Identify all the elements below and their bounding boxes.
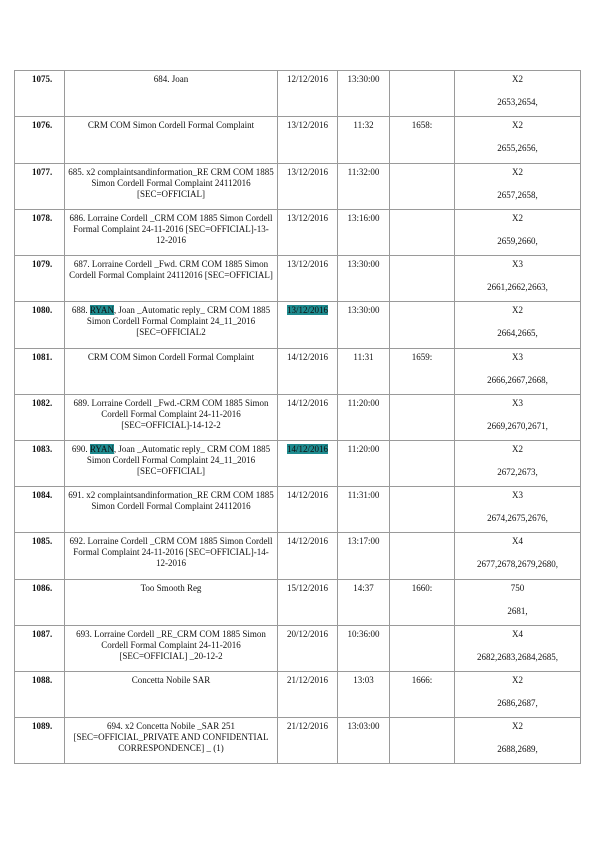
entry-description — [65, 487, 278, 533]
entry-reference — [455, 349, 581, 395]
entry-date — [278, 626, 338, 672]
page-numbers: 2677,2678,2679,2680, — [477, 559, 558, 569]
reference-code: 750 — [510, 583, 525, 593]
description-text: 689. Lorraine Cordell _Fwd.-CRM COM 1885 Simon Cordell Formal Complaint 24-11-2016 [SEC=OFFICIAL]-14-12-2 — [73, 398, 269, 430]
page-numbers: 2664,2665, — [497, 328, 538, 338]
page-numbers: 2666,2667,2668, — [487, 375, 548, 385]
table-row — [15, 71, 581, 117]
description-text: 684. Joan — [153, 74, 189, 84]
entry-time: 11:20:00 — [338, 395, 390, 441]
entry-time: 11:31 — [338, 349, 390, 395]
entry-time: 13:17:00 — [338, 533, 390, 580]
description-text: , Joan _Automatic reply_ CRM COM 1885 Simon Cordell Formal Complaint 24_11_2016 [SEC=OFFICIAL] — [86, 444, 271, 476]
entry-description — [65, 533, 278, 580]
entry-number: 1086. — [15, 580, 65, 626]
entry-reference — [455, 395, 581, 441]
page-numbers: 2669,2670,2671, — [487, 421, 548, 431]
reference-code: X3 — [512, 352, 523, 362]
date-text: 14/12/2016 — [286, 352, 328, 362]
entry-reference — [455, 256, 581, 302]
entry-date — [278, 349, 338, 395]
entry-time: 13:03:00 — [338, 718, 390, 764]
page-numbers: 2686,2687, — [497, 698, 538, 708]
entry-folio — [390, 626, 455, 672]
page-numbers: 2659,2660, — [497, 236, 538, 246]
entry-description — [65, 626, 278, 672]
entry-time: 14:37 — [338, 580, 390, 626]
entry-date — [278, 441, 338, 487]
entry-reference — [455, 71, 581, 117]
entry-folio: 1666: — [390, 672, 455, 718]
date-text: 21/12/2016 — [286, 675, 328, 685]
entry-reference — [455, 672, 581, 718]
table-row — [15, 395, 581, 441]
date-text: 15/12/2016 — [286, 583, 328, 593]
entry-description — [65, 395, 278, 441]
entry-time: 11:32 — [338, 117, 390, 164]
correspondence-log-table — [14, 70, 581, 764]
description-text: , Joan _Automatic reply_ CRM COM 1885 Simon Cordell Formal Complaint 24_11_2016 [SEC=OFFICIAL2 — [86, 305, 271, 337]
entry-folio: 1659: — [390, 349, 455, 395]
reference-code: X2 — [512, 444, 523, 454]
page-numbers: 2688,2689, — [497, 744, 538, 754]
entry-description — [65, 256, 278, 302]
highlighted-name: RYAN — [89, 444, 114, 454]
description-text: 694. x2 Concetta Nobile _SAR 251 [SEC=OFFICIAL_PRIVATE AND CONFIDENTIAL CORRESPONDENCE] _ (1) — [73, 721, 269, 753]
description-text: 687. Lorraine Cordell _Fwd. CRM COM 1885 Simon Cordell Formal Complaint 24112016 [SEC=OFFICIAL] — [69, 259, 273, 280]
entry-number: 1082. — [15, 395, 65, 441]
reference-code: X2 — [512, 74, 523, 84]
table-row — [15, 210, 581, 256]
reference-code: X2 — [512, 120, 523, 130]
date-text: 20/12/2016 — [286, 629, 328, 639]
reference-code: X3 — [512, 259, 523, 269]
description-text: Concetta Nobile SAR — [131, 675, 211, 685]
date-text: 14/12/2016 — [286, 490, 328, 500]
entry-time: 13:30:00 — [338, 256, 390, 302]
table-body — [15, 71, 581, 764]
description-text: 690. — [71, 444, 90, 454]
description-text: 693. Lorraine Cordell _RE_CRM COM 1885 Simon Cordell Formal Complaint 24-11-2016 [SEC=OFFICIAL] _20-12-2 — [76, 629, 266, 661]
entry-time: 13:30:00 — [338, 302, 390, 349]
description-text: 692. Lorraine Cordell _CRM COM 1885 Simon Cordell Formal Complaint 24-11-2016 [SEC=OFFICIAL]-14-12-2016 — [69, 536, 273, 568]
entry-date — [278, 302, 338, 349]
page-numbers: 2682,2683,2684,2685, — [477, 652, 558, 662]
date-text: 14/12/2016 — [286, 398, 328, 408]
entry-description — [65, 580, 278, 626]
entry-number: 1085. — [15, 533, 65, 580]
entry-folio — [390, 210, 455, 256]
entry-folio — [390, 487, 455, 533]
entry-time: 10:36:00 — [338, 626, 390, 672]
table-row — [15, 441, 581, 487]
entry-number: 1079. — [15, 256, 65, 302]
entry-number: 1075. — [15, 71, 65, 117]
description-text: Too Smooth Reg — [140, 583, 202, 593]
reference-code: X3 — [512, 490, 523, 500]
entry-number: 1084. — [15, 487, 65, 533]
entry-number: 1087. — [15, 626, 65, 672]
entry-date — [278, 580, 338, 626]
description-text: 688. — [71, 305, 90, 315]
page-numbers: 2653,2654, — [497, 97, 538, 107]
page-numbers: 2655,2656, — [497, 143, 538, 153]
entry-date — [278, 164, 338, 210]
entry-time: 11:20:00 — [338, 441, 390, 487]
page-numbers: 2672,2673, — [497, 467, 538, 477]
description-text: 691. x2 complaintsandinformation_RE CRM COM 1885 Simon Cordell Formal Complaint 24112016 — [68, 490, 274, 511]
entry-folio — [390, 718, 455, 764]
entry-folio — [390, 164, 455, 210]
table-row — [15, 718, 581, 764]
date-text: 13/12/2016 — [286, 213, 328, 223]
entry-date — [278, 533, 338, 580]
date-text: 14/12/2016 — [286, 444, 328, 454]
date-text: 13/12/2016 — [286, 120, 328, 130]
page-numbers: 2657,2658, — [497, 190, 538, 200]
page-numbers: 2681, — [507, 606, 528, 616]
entry-reference — [455, 533, 581, 580]
entry-date — [278, 117, 338, 164]
description-text: CRM COM Simon Cordell Formal Complaint — [87, 120, 255, 130]
entry-date — [278, 395, 338, 441]
entry-description — [65, 441, 278, 487]
reference-code: X4 — [512, 629, 523, 639]
entry-description — [65, 210, 278, 256]
table-row — [15, 580, 581, 626]
highlighted-name: RYAN — [89, 305, 114, 315]
reference-code: X2 — [512, 167, 523, 177]
entry-number: 1080. — [15, 302, 65, 349]
entry-reference — [455, 210, 581, 256]
entry-description — [65, 71, 278, 117]
entry-description — [65, 117, 278, 164]
date-text: 14/12/2016 — [286, 536, 328, 546]
entry-description — [65, 302, 278, 349]
entry-date — [278, 718, 338, 764]
date-text: 13/12/2016 — [286, 167, 328, 177]
table-row — [15, 672, 581, 718]
entry-description — [65, 718, 278, 764]
table-row — [15, 626, 581, 672]
entry-reference — [455, 487, 581, 533]
date-text: 13/12/2016 — [286, 305, 328, 315]
entry-time: 13:16:00 — [338, 210, 390, 256]
entry-folio: 1660: — [390, 580, 455, 626]
entry-date — [278, 487, 338, 533]
table-row — [15, 117, 581, 164]
entry-folio: 1658: — [390, 117, 455, 164]
entry-time: 13:30:00 — [338, 71, 390, 117]
description-text: CRM COM Simon Cordell Formal Complaint — [87, 352, 255, 362]
entry-date — [278, 210, 338, 256]
description-text: 686. Lorraine Cordell _CRM COM 1885 Simon Cordell Formal Complaint 24-11-2016 [SEC=OFFICIAL]-13-12-2016 — [69, 213, 273, 245]
table-row — [15, 533, 581, 580]
entry-number: 1083. — [15, 441, 65, 487]
date-text: 12/12/2016 — [286, 74, 328, 84]
page-numbers: 2674,2675,2676, — [487, 513, 548, 523]
date-text: 13/12/2016 — [286, 259, 328, 269]
reference-code: X3 — [512, 398, 523, 408]
entry-folio — [390, 302, 455, 349]
entry-number: 1078. — [15, 210, 65, 256]
entry-time: 11:31:00 — [338, 487, 390, 533]
entry-folio — [390, 533, 455, 580]
entry-date — [278, 71, 338, 117]
reference-code: X2 — [512, 721, 523, 731]
entry-description — [65, 672, 278, 718]
entry-number: 1081. — [15, 349, 65, 395]
entry-reference — [455, 718, 581, 764]
table-row — [15, 487, 581, 533]
reference-code: X2 — [512, 213, 523, 223]
entry-reference — [455, 302, 581, 349]
entry-folio — [390, 71, 455, 117]
entry-reference — [455, 580, 581, 626]
entry-reference — [455, 441, 581, 487]
entry-folio — [390, 256, 455, 302]
date-text: 21/12/2016 — [286, 721, 328, 731]
entry-number: 1088. — [15, 672, 65, 718]
description-text: 685. x2 complaintsandinformation_RE CRM COM 1885 Simon Cordell Formal Complaint 24112016 [SEC=OFFICIAL] — [68, 167, 274, 199]
reference-code: X4 — [512, 536, 523, 546]
reference-code: X2 — [512, 305, 523, 315]
table-row — [15, 349, 581, 395]
entry-date — [278, 672, 338, 718]
entry-time: 11:32:00 — [338, 164, 390, 210]
entry-number: 1089. — [15, 718, 65, 764]
reference-code: X2 — [512, 675, 523, 685]
table-row — [15, 256, 581, 302]
entry-reference — [455, 626, 581, 672]
entry-reference — [455, 164, 581, 210]
table-row — [15, 164, 581, 210]
entry-number: 1077. — [15, 164, 65, 210]
entry-folio — [390, 441, 455, 487]
entry-date — [278, 256, 338, 302]
entry-folio — [390, 395, 455, 441]
entry-description — [65, 349, 278, 395]
page-numbers: 2661,2662,2663, — [487, 282, 548, 292]
entry-description — [65, 164, 278, 210]
entry-number: 1076. — [15, 117, 65, 164]
entry-time: 13:03 — [338, 672, 390, 718]
entry-reference — [455, 117, 581, 164]
table-row — [15, 302, 581, 349]
